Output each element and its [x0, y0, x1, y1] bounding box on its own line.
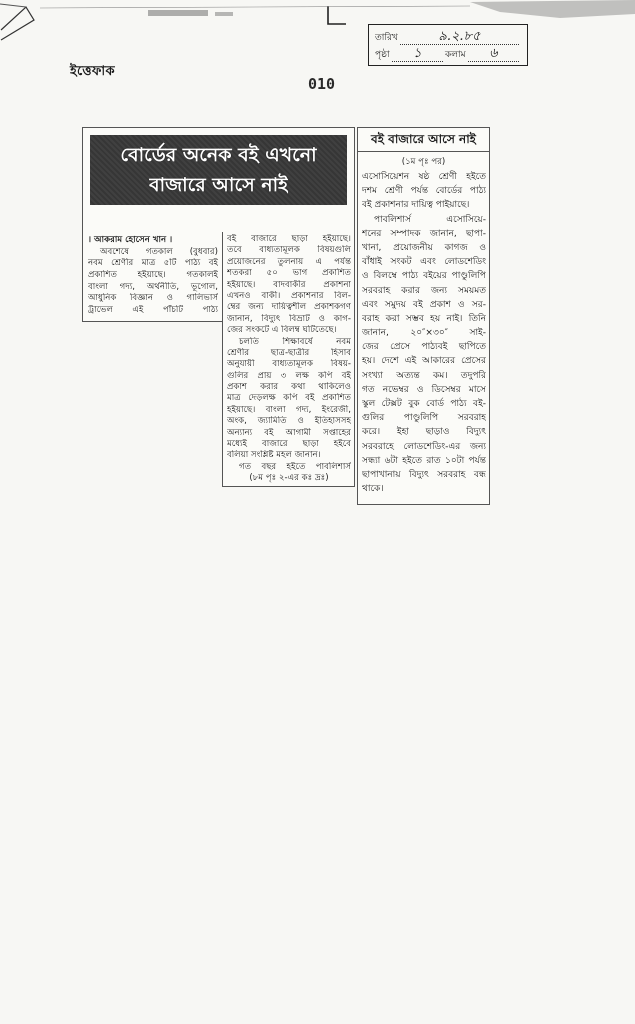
folded-corner-edge [0, 4, 26, 7]
text-line: গুলির প্রায় ৩ লক্ষ কপি বই [227, 370, 351, 381]
headline-line: বাজারে আসে নাই [149, 174, 288, 196]
text-line: অন্যান্য বই আগামী সপ্তাহের [227, 427, 351, 438]
scan-smudge [215, 12, 233, 16]
page-column-row [375, 45, 521, 62]
continued-from-note: (১ম পৃঃ পর) [401, 157, 446, 167]
text-line: সংখ্যা অত্যন্ত কম। তদুপরি [362, 370, 486, 381]
scan-smudge [470, 0, 635, 18]
continued-on-note: (৮ম পৃঃ ২-এর কঃ দ্রঃ) [249, 473, 329, 484]
text-line: জানান, ২০″×৩০″ সাই- [362, 328, 486, 339]
page-fill [392, 47, 443, 62]
text-line: স্কুল টেক্সট বুক বোর্ড পাঠ্য বই- [362, 399, 486, 409]
continuation-clipping [357, 127, 490, 505]
text-line: গত বছর হইতে পাবলিশার্স [239, 461, 351, 472]
text-line: মধ্যেই বাজারে ছাড়া হইবে [227, 439, 351, 450]
text-line: পাবলিশার্স এসোসিয়ে- [374, 214, 486, 225]
text-line: সরবরাহে লোডশেডিং-এর জন্য [362, 441, 486, 452]
continuation-body [358, 170, 489, 496]
text-line: বাঁধাই সংকট এবং লোডশেডিং [362, 257, 486, 268]
text-line: জের প্রেসে পাঠ্যবই ছাপিতে [362, 342, 486, 353]
text-line: চলতি শিক্ষাবর্ষে নবম [239, 336, 351, 347]
scan-decoration [0, 0, 635, 60]
text-line: প্রকাশ করার কথা থাকিলেও [227, 382, 351, 393]
text-line: আধুনিক বিজ্ঞান ও গালিভার্স [88, 293, 218, 304]
text-line: মাত্র দেড়লক্ষ কপি বই প্রকাশিত [227, 393, 351, 404]
text-line: বই বাজারে ছাড়া হইয়াছে। [227, 234, 351, 244]
date-label: তারিখ [375, 33, 398, 43]
text-line: প্রয়োজনের তুলনায় এ পর্যন্ত [227, 256, 351, 267]
text-line: খানা, প্রয়োজনীয় কাগজ ও [362, 242, 486, 253]
scan-smudge [148, 10, 208, 16]
scan-edge [40, 6, 470, 8]
column-value: ৬ [489, 47, 498, 61]
text-line: নবম শ্রেণীর মাত্র ৫টি পাঠ্য বই [88, 258, 218, 269]
column-fill [468, 47, 519, 62]
scan-mark [328, 6, 346, 24]
text-line: এবং সমুদয় বই প্রকাশ ও সর- [362, 299, 486, 310]
text-line: থাকে। [362, 484, 384, 495]
text-line: শতকরা ৫০ ভাগ প্রকাশিত [227, 268, 351, 279]
text-line: হইয়াছে। বাদবাকীর প্রকাশনা [227, 279, 351, 290]
text-line: ট্রাভেল এই পাঁচটি পাঠ্য [88, 305, 218, 316]
text-line: গুলির পাণ্ডুলিপি সরবরাহ [362, 413, 486, 424]
headline-line: বোর্ডের অনেক বই এখনো [120, 144, 317, 166]
date-value: ৯.২.৮৫ [438, 30, 481, 44]
text-line: বরাহ করা সম্ভব হয় নাই। তিনি [362, 313, 486, 324]
text-line: অংক, জ্যামিতি ও ইতিহাসসহ [227, 416, 351, 427]
text-line: ম্বের জন্য দায়িত্বশীল প্রকাশকগণ [227, 302, 351, 313]
page-label: পৃষ্ঠা [375, 50, 390, 60]
folded-corner [1, 7, 34, 40]
text-line: বই প্রকাশনার দায়িত্ব পাইয়াছে। [362, 200, 470, 211]
column-label: কলাম [444, 50, 466, 60]
page-code: 010 [308, 75, 336, 93]
byline: । আকরাম হোসেন খান । [88, 235, 173, 245]
text-line: এখনও বাকী। প্রকাশনার বিল- [227, 290, 351, 301]
article-column-1 [82, 235, 222, 322]
page-value: ১ [413, 47, 422, 61]
text-line: গত নভেম্বর ও ডিসেম্বর মাসে [362, 384, 486, 395]
text-line: করে। ইহা ছাড়াও বিদ্যুৎ [362, 427, 486, 438]
text-line: জানান, বিদ্যুৎ বিভ্রাট ও কাগ- [227, 313, 351, 324]
text-line: তবে বাধ্যতামূলক বিষয়গুলি [227, 245, 351, 256]
text-line: বলিয়া সংশ্লিষ্ট মহল জানান। [227, 450, 321, 461]
headline-box [90, 135, 347, 205]
text-line: প্রকাশিত হইয়াছে। গতকালই [88, 270, 218, 281]
text-line: হয়। দেশে এই আকারের প্রেসের [362, 356, 486, 367]
newspaper-name: ইত্তেফাক [70, 64, 115, 79]
text-line: ও বিলম্বে পাঠ্য বইয়ের পাণ্ডুলিপি [362, 271, 486, 282]
text-line: ছাপাখানায় বিদ্যুৎ সরবরাহ বন্ধ [362, 469, 486, 480]
text-line: বাংলা গদ্য, অর্থনীতি, ভূগোল, [88, 281, 218, 292]
headline-block [82, 127, 355, 235]
article-column-2 [222, 232, 355, 487]
text-line: এসোসিয়েশন ষষ্ঠ শ্রেণী হইতে [362, 172, 486, 182]
date-row [375, 28, 521, 45]
text-line: অবশেষে গতকাল (বুধবার) [100, 246, 218, 257]
text-line: হইয়াছে। বাংলা গদ্য, ইংরেজী, [227, 404, 351, 415]
text-line: অনুযায়ী বাধ্যতামূলক বিষয়- [227, 359, 351, 370]
text-line: সন্ধ্যা ৬টা হইতে রাত ১০টা পর্যন্ত [362, 455, 486, 466]
text-line: দশম শ্রেণী পর্যন্ত বোর্ডের পাঠ্য [362, 186, 486, 197]
date-stamp-box [368, 24, 528, 66]
date-fill [400, 30, 519, 45]
text-line: সরবরাহ করার জন্য সময়মত [362, 285, 486, 296]
text-line: শ্রেণীর ছাত্র-ছাত্রীর হিসাব [227, 347, 351, 358]
continuation-headline: বই বাজারে আসে নাই [358, 128, 489, 152]
text-line: শনের সম্পাদক জানান, ছাপা- [362, 228, 486, 239]
text-line: জের সংকটে এ বিলম্ব ঘটিতেছে। [227, 325, 337, 336]
